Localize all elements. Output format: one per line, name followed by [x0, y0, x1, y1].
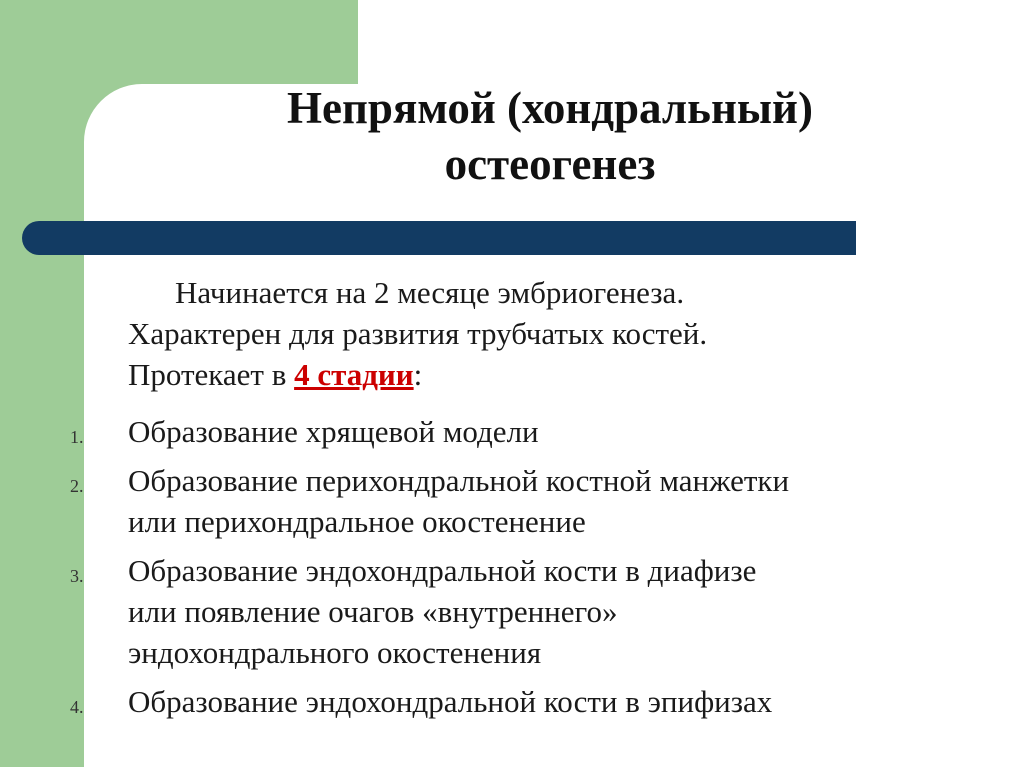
- stage-count-highlight: 4 стадии: [294, 357, 414, 392]
- stage-item-1: [60, 411, 1000, 452]
- slide-title: [110, 80, 990, 192]
- stage-item-3: [60, 550, 1000, 673]
- stage-text: [128, 460, 1000, 542]
- title-divider-bar: [22, 221, 856, 255]
- intro-text: [128, 272, 988, 395]
- stage-text: [128, 411, 1000, 452]
- stage-line: эндохондрального окостенения: [128, 635, 542, 670]
- stage-item-4: [60, 681, 1000, 722]
- stage-line: или появление очагов «внутреннего»: [128, 594, 618, 629]
- stages-list: [60, 411, 1000, 730]
- stage-line: Образование хрящевой модели: [128, 414, 539, 449]
- stage-line: Образование эндохондральной кости в эпифизах: [128, 684, 773, 719]
- intro-line-3: [128, 354, 988, 395]
- stage-text: [128, 681, 1000, 722]
- intro-line-3-suffix: :: [413, 357, 423, 392]
- stage-line: или перихондральное окостенение: [128, 504, 586, 539]
- intro-line-1: Начинается на 2 месяце эмбриогенеза.: [175, 275, 685, 310]
- stage-text: [128, 550, 1000, 673]
- stage-number: 3.: [70, 566, 84, 586]
- stage-number: 2.: [70, 476, 84, 496]
- intro-line-2: Характерен для развития трубчатых костей.: [128, 316, 708, 351]
- title-line-1: Непрямой (хондральный): [287, 83, 813, 133]
- stage-line: Образование эндохондральной кости в диафизе: [128, 553, 757, 588]
- intro-line-3-prefix: Протекает в: [128, 357, 295, 392]
- stage-line: Образование перихондральной костной манжетки: [128, 463, 790, 498]
- stage-item-2: [60, 460, 1000, 542]
- stage-number: 1.: [70, 427, 84, 447]
- title-line-2: остеогенез: [444, 139, 656, 189]
- stage-number: 4.: [70, 697, 84, 717]
